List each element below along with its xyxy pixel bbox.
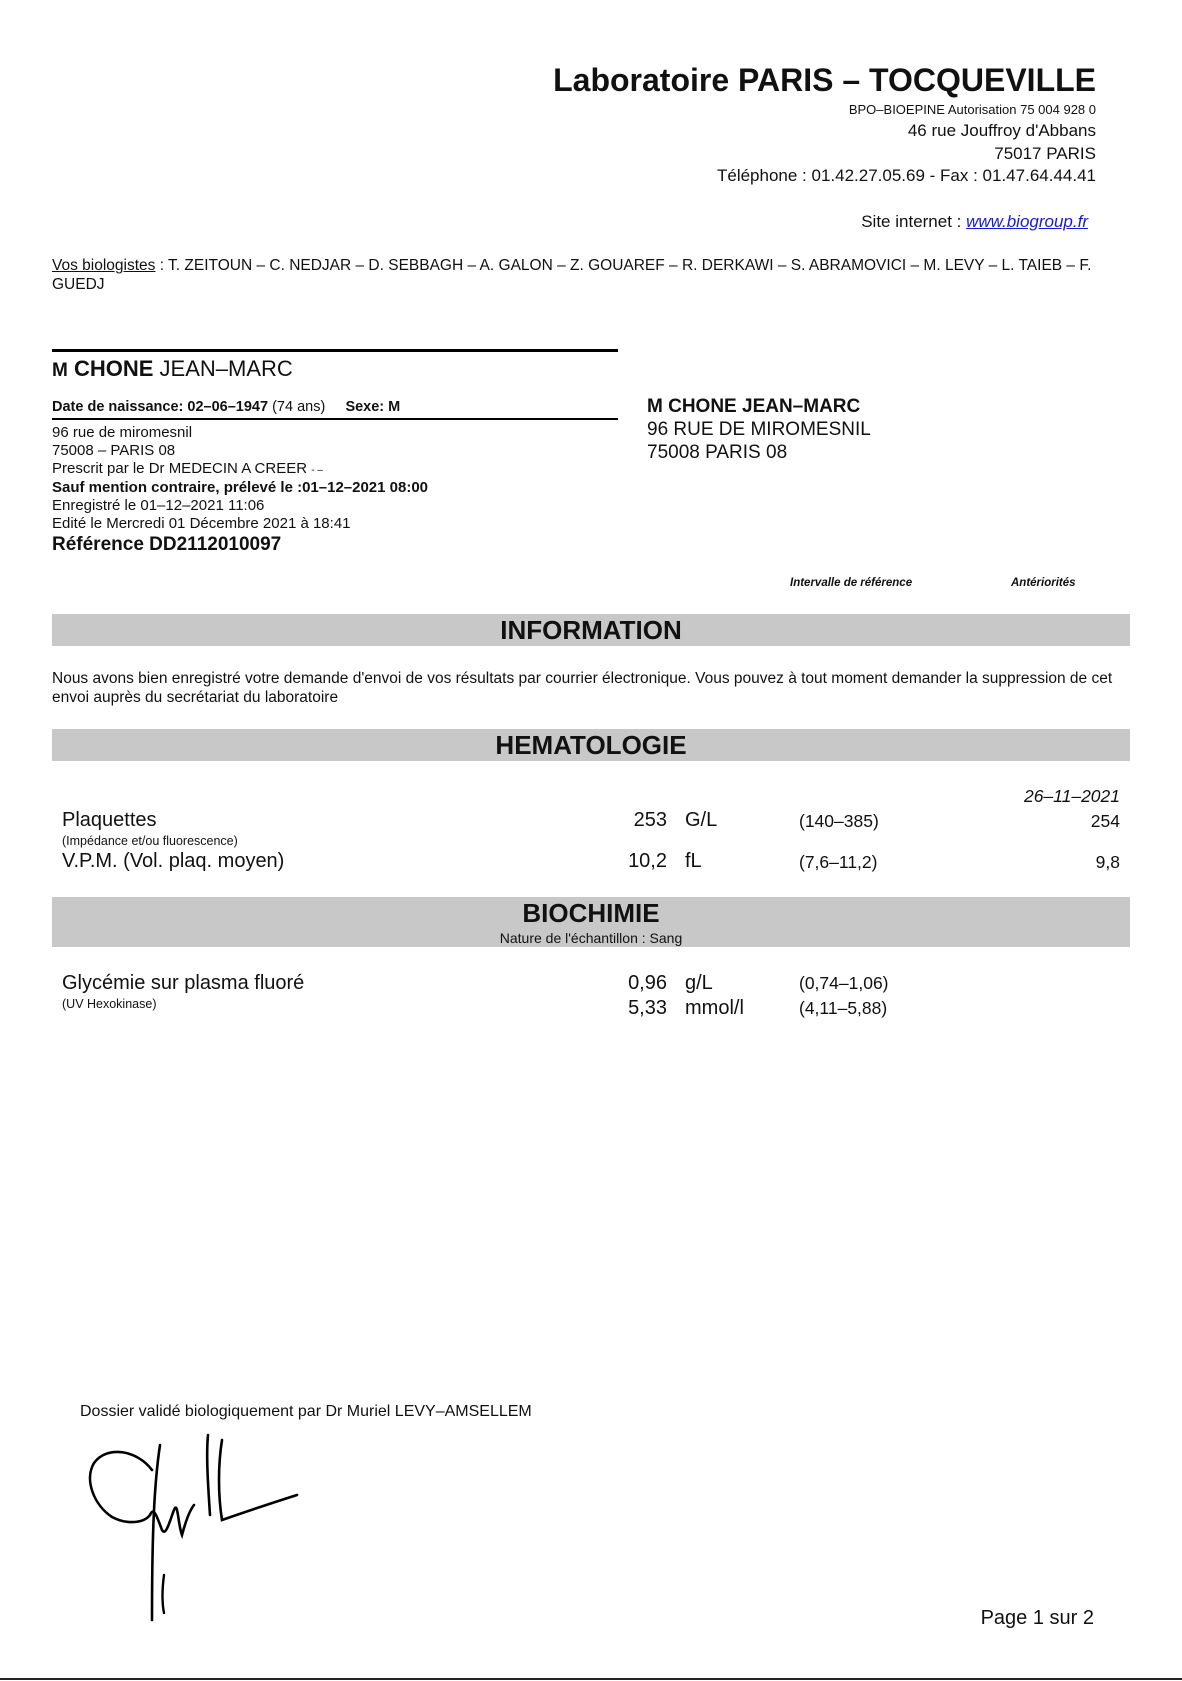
registered-date: Enregistré le 01–12–2021 11:06 — [52, 497, 265, 514]
patient-age: (74 ans) — [272, 399, 326, 415]
prescriber-suffix: - – — [311, 465, 323, 476]
lab-site — [861, 212, 1088, 232]
site-link[interactable]: www.biogroup.fr — [966, 212, 1088, 231]
test-name: V.P.M. (Vol. plaq. moyen) — [62, 850, 285, 872]
lab-authorisation: BPO–BIOEPINE Autorisation 75 004 928 0 — [848, 102, 1096, 117]
section-biochemistry — [52, 897, 1130, 947]
test-value-si: 5,33 — [628, 997, 667, 1019]
test-unit-si: mmol/l — [685, 997, 744, 1019]
test-name: Plaquettes — [62, 809, 157, 831]
dob-line — [52, 399, 400, 415]
test-unit: g/L — [685, 972, 713, 994]
patient-sex: Sexe: M — [345, 399, 401, 415]
lab-phone: Téléphone : 01.42.27.05.69 - Fax : 01.47.64.44.41 — [716, 166, 1096, 185]
lab-city: 75017 PARIS — [994, 144, 1096, 163]
patient-name — [52, 356, 293, 382]
reference: Référence DD2112010097 — [52, 534, 282, 555]
section-title: BIOCHIMIE — [522, 898, 660, 928]
sample-nature: Nature de l'échantillon : Sang — [499, 930, 683, 946]
biologists-names: : T. ZEITOUN – C. NEDJAR – D. SEBBAGH – A. GALON – Z. GOUAREF – R. DERKAWI – S. ABRAMOVICI – M. LEVY – L. TAIEB – F. GUEDJ — [52, 257, 1092, 293]
biologists-list — [52, 256, 1092, 294]
test-reference: (7,6–11,2) — [799, 852, 878, 872]
test-reference: (140–385) — [799, 811, 879, 831]
patient-rule — [52, 418, 618, 420]
patient-address-line1: 96 rue de miromesnil — [52, 424, 193, 441]
test-name: Glycémie sur plasma fluoré — [62, 972, 305, 994]
signature-image — [82, 1425, 312, 1625]
bottom-rule — [0, 1678, 1182, 1680]
mailing-city: 75008 PARIS 08 — [647, 442, 788, 463]
column-previous: Antériorités — [1011, 577, 1076, 589]
previous-date: 26–11–2021 — [1023, 786, 1120, 806]
test-method: (UV Hexokinase) — [62, 997, 157, 1011]
patient-civility: M — [52, 360, 68, 381]
prescriber-name: Prescrit par le Dr MEDECIN A CREER — [52, 460, 308, 477]
patient-first-name: JEAN–MARC — [159, 356, 293, 381]
validation-statement: Dossier validé biologiquement par Dr Muriel LEVY–AMSELLEM — [80, 1403, 532, 1420]
mailing-street: 96 RUE DE MIROMESNIL — [647, 419, 871, 440]
section-title: HEMATOLOGIE — [495, 730, 687, 760]
lab-name: Laboratoire PARIS – TOCQUEVILLE — [553, 62, 1096, 98]
patient-last-name: CHONE — [73, 356, 154, 381]
section-hematology — [52, 729, 1130, 761]
edited-date: Edité le Mercredi 01 Décembre 2021 à 18:41 — [52, 515, 351, 532]
test-reference: (0,74–1,06) — [799, 973, 889, 993]
test-value: 10,2 — [628, 850, 667, 872]
test-value: 0,96 — [628, 972, 667, 994]
test-unit: G/L — [685, 809, 718, 831]
test-method: (Impédance et/ou fluorescence) — [62, 834, 238, 848]
section-information — [52, 614, 1130, 646]
test-unit: fL — [685, 850, 702, 872]
sampling-date: Sauf mention contraire, prélevé le :01–12–2021 08:00 — [52, 479, 429, 496]
patient-top-rule — [52, 349, 618, 352]
section-title: INFORMATION — [500, 615, 682, 645]
column-reference-interval: Intervalle de référence — [790, 577, 913, 589]
mailing-name: M CHONE JEAN–MARC — [647, 396, 861, 417]
lab-street: 46 rue Jouffroy d'Abbans — [907, 121, 1096, 140]
test-value: 253 — [633, 809, 667, 831]
test-reference-si: (4,11–5,88) — [799, 998, 888, 1018]
page-number: Page 1 sur 2 — [980, 1607, 1094, 1629]
test-previous: 254 — [1090, 811, 1120, 831]
test-previous: 9,8 — [1095, 852, 1120, 872]
information-text: Nous avons bien enregistré votre demande d'envoi de vos résultats par courrier électronique. Vous pouvez à tout moment demander la suppression de cet envoi auprès du secrétariat du laboratoire — [52, 670, 1113, 706]
patient-address-line2: 75008 – PARIS 08 — [52, 442, 176, 459]
dob: Date de naissance: 02–06–1947 — [52, 399, 269, 415]
site-label: Site internet : — [861, 212, 967, 231]
biologists-label: Vos biologistes — [52, 257, 156, 274]
prescriber — [52, 460, 323, 477]
